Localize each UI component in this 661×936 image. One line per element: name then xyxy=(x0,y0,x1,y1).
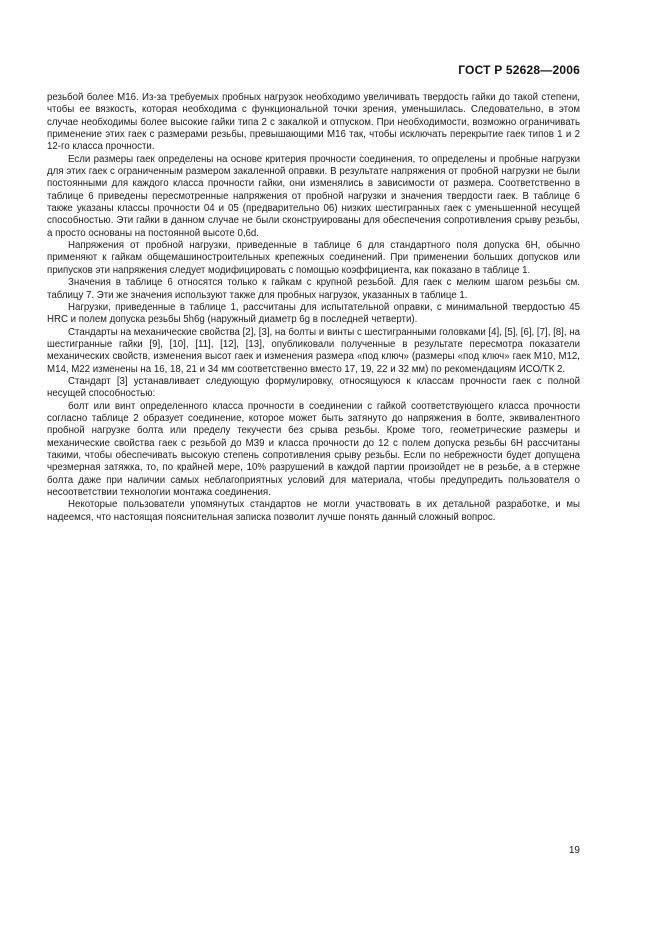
paragraph: Если размеры гаек определены на основе критерия прочности соединения, то определены и пробные нагрузки для этих гаек с ограниченным размером закаленной оправки. В результате напряжения от пробной нагрузки не были постоянными для каждого класса прочности гайки, они изменялись в зависимости от размера. Соответственно в таблице 6 приведены пересмотренные напряжения от пробной нагрузки и значения твердости гаек. В таблице 6 также указаны классы прочности 04 и 05 (предварительно 06) низких шестигранных гаек с уменьшенной несущей способностью. Эти гайки в данном случае не были сконструированы для обеспечения сопротивления срыву резьбы, а просто основаны на постоянной высоте 0,6d. xyxy=(47,153,580,239)
paragraph: Значения в таблице 6 относятся только к гайкам с крупной резьбой. Для гаек с мелким шагом резьбы см. таблицу 7. Эти же значения используют также для пробных нагрузок, указанных в таблице 1. xyxy=(47,277,580,301)
running-header-standard-code: ГОСТ Р 52628—2006 xyxy=(458,63,580,77)
paragraph: Стандарты на механические свойства [2], [3], на болты и винты с шестигранными головками [4], [5], [6], [7], [8], на шестигранные гайки [9], [10], [11], [12], [13], опубликовали полученные в результате пересмотра показатели механических свойств, изменения высот гаек и изменения размера «под ключ» (размеры «под ключ» гаек М10, М12, М14, М22 изменены на 16, 18, 21 и 34 мм соответственно вместо 17, 19, 22 и 32 мм) по рекомендациям ИСО/ТК 2. xyxy=(47,326,580,375)
paragraph: болт или винт определенного класса прочности в соединении с гайкой соответствующего класса прочности согласно таблице 2 образует соединение, которое может быть затянуто до напряжения в болте, эквивалентного пробной нагрузке болта или пределу текучести без срыва резьбы. Кроме того, геометрические размеры и механические свойства гаек с резьбой до М39 и класса прочности до 12 с полем допуска резьбы 6Н рассчитаны такими, чтобы обеспечивать высокую степень сопротивления срыву резьбы. Если по небрежности будет допущена чрезмерная затяжка, то, по крайней мере, 10% разрушений в каждой партии произойдет не в резьбе, а в стержне болта даже при наличии самых неблагоприятных условий для материала, чтобы предупредить пользователя о несоответствии технологии монтажа соединения. xyxy=(47,400,580,498)
body-text-block xyxy=(47,92,580,524)
paragraph: Нагрузки, приведенные в таблице 1, рассчитаны для испытательной оправки, с минимальной твердостью 45 HRC и полем допуска резьбы 5h6g (наружный диаметр 6g в последней четверти). xyxy=(47,301,580,326)
paragraph: Некоторые пользователи упомянутых стандартов не могли участвовать в их детальной разработке, и мы надеемся, что настоящая пояснительная записка позволит лучше понять данный сложный вопрос. xyxy=(47,499,580,523)
paragraph: Стандарт [3] устанавливает следующую формулировку, относящуюся к классам прочности гаек с полной несущей способностью: xyxy=(47,375,580,400)
paragraph: резьбой более М16. Из-за требуемых пробных нагрузок необходимо увеличивать твердость гайки до такой степени, чтобы ее вязкость, которая необходима с функциональной точки зрения, уменьшилась. Следовательно, в этом случае необходимы более высокие гайки типа 2 с закалкой и отпуском. При необходимости, возможно ограничивать применение этих гаек с размерами резьбы, превышающими М16 так, чтобы исключать перекрытие гаек типов 1 и 2 12-го класса прочности. xyxy=(47,92,580,153)
page-number: 19 xyxy=(568,845,580,856)
paragraph: Напряжения от пробной нагрузки, приведенные в таблице 6 для стандартного поля допуска 6Н, обычно применяют к гайкам общемашиностроительных крепежных соединений. При применении больших допусков или припусков эти напряжения следует модифицировать с помощью коэффициента, как показано в таблице 1. xyxy=(47,240,580,276)
